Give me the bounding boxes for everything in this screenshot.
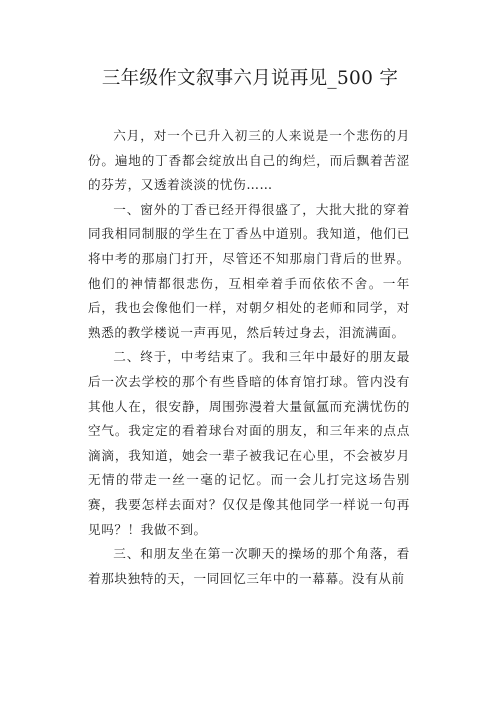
document-body xyxy=(88,124,410,591)
paragraph: 六月，对一个已升入初三的人来说是一个悲伤的月份。遍地的丁香都会绽放出自己的绚烂，而后飘着苦涩的芬芳，又透着淡淡的忧伤…… xyxy=(88,128,410,193)
paragraph: 三、和朋友坐在第一次聊天的操场的那个角落，看着那块独特的天，一同回忆三年中的一幕幕。没有从前 xyxy=(88,546,410,586)
paragraph: 一、窗外的丁香已经开得很盛了，大批大批的穿着同我相同制服的学生在丁香丛中道别。我知道，他们已将中考的那扇门打开，尽管还不知那扇门背后的世界。他们的神情都很悲伤，互相牵着手而依依不舍。一年后，我也会像他们一样，对朝夕相处的老师和同学，对熟悉的教学楼说一声再见，然后转过身去，泪流满面。 xyxy=(88,201,410,340)
document-title: 三年级作文叙事六月说再见_500 字 xyxy=(101,68,399,89)
paragraph: 二、终于，中考结束了。我和三年中最好的朋友最后一次去学校的那个有些昏暗的体育馆打球。管内没有其他人在，很安静，周围弥漫着大量氤氲而充满忧伤的空气。我定定的看着球台对面的朋友，和三年来的点点滴滴，我知道，她会一辈子被我记在心里，不会被岁月无情的带走一丝一毫的记忆。而一会儿打完这场告别赛，我要怎样去面对？仅仅是像其他同学一样说一句再见吗？！我做不到。 xyxy=(88,349,410,537)
